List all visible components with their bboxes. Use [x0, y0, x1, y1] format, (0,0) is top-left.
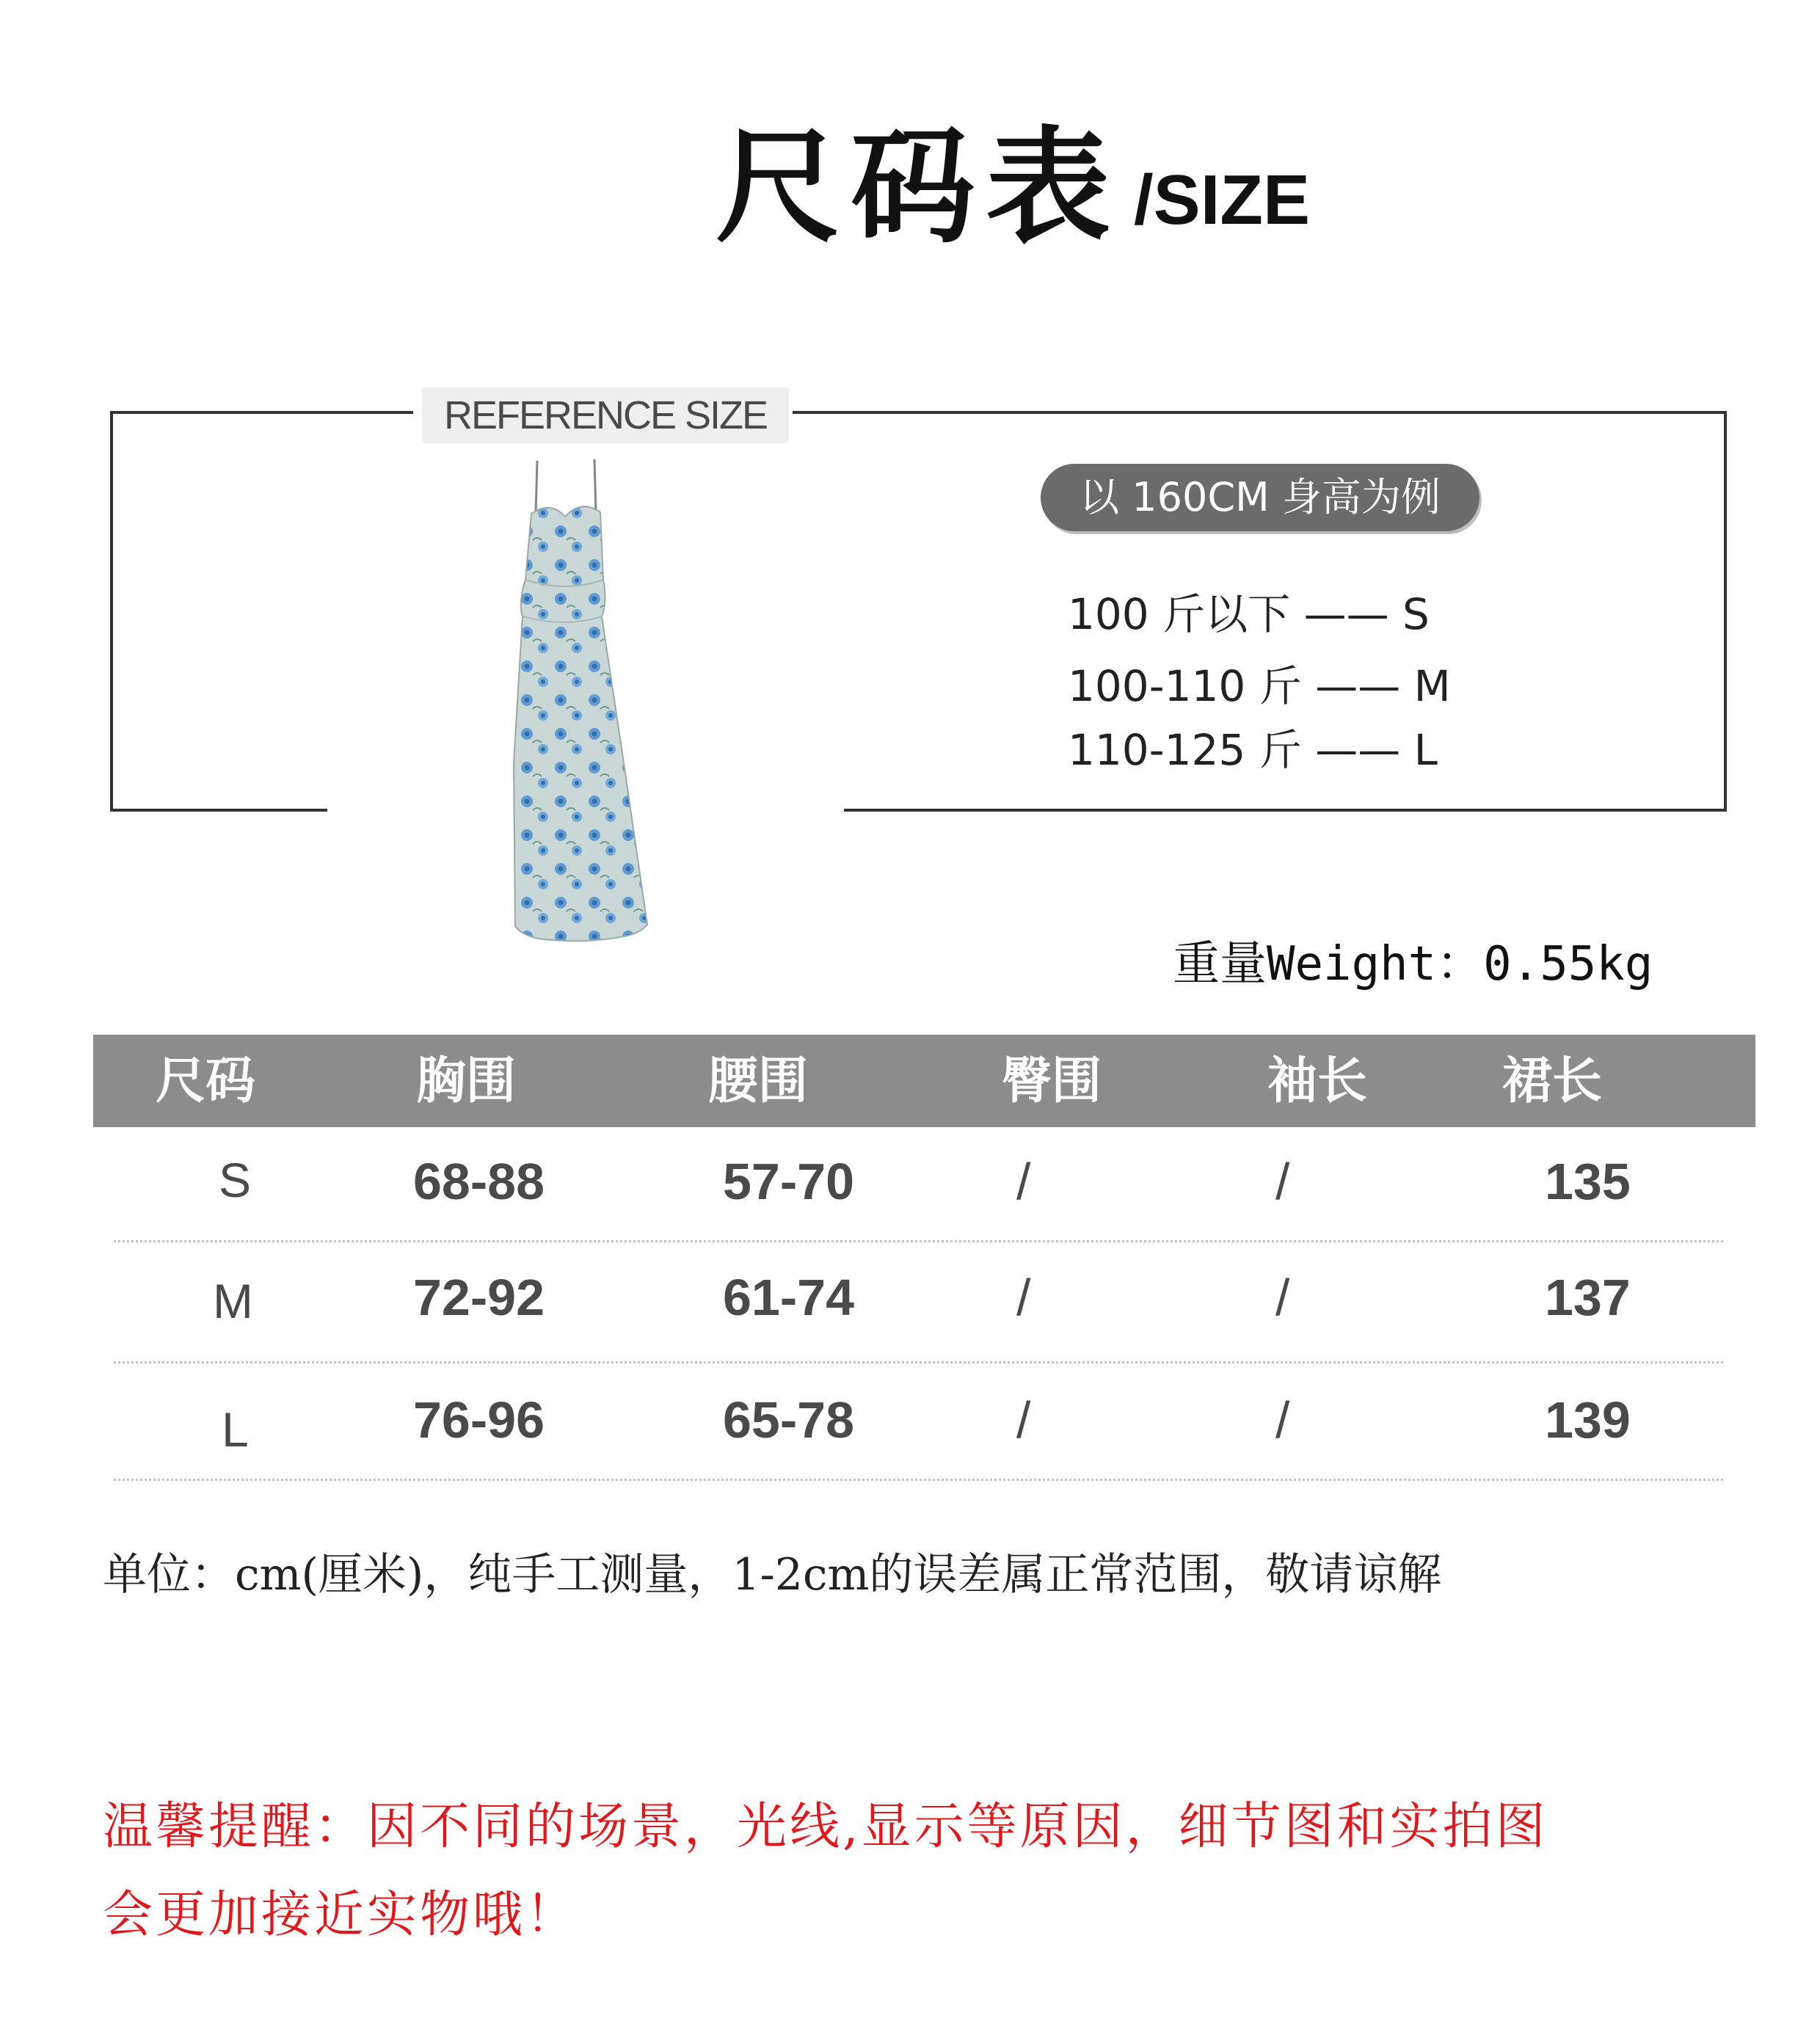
- waist-cell: 57-70: [723, 1153, 855, 1210]
- sleeve-cell: /: [1275, 1391, 1290, 1449]
- height-badge: 以 160CM 身高为例: [1041, 464, 1479, 531]
- frame-left: [110, 411, 113, 812]
- row-divider: [114, 1479, 1723, 1481]
- hip-cell: /: [1016, 1391, 1031, 1449]
- reference-size-label: REFERENCE SIZE: [422, 387, 789, 443]
- row-divider: [114, 1361, 1723, 1363]
- bust-cell: 72-92: [413, 1269, 545, 1326]
- frame-top-right: [793, 411, 1727, 414]
- header-skirt-length: 裙长: [1502, 1052, 1603, 1110]
- weight-text: 重量Weight：0.55kg: [1173, 937, 1653, 991]
- frame-right: [1724, 411, 1727, 812]
- page-title-en: /SIZE: [1134, 161, 1311, 239]
- reminder-line-1: 温馨提醒：因不同的场景，光线,显示等原因，细节图和实拍图: [103, 1798, 1548, 1856]
- size-cell: L: [222, 1402, 249, 1457]
- skirt-length-cell: 137: [1545, 1269, 1631, 1326]
- size-cell: S: [219, 1153, 252, 1207]
- bust-cell: 76-96: [413, 1391, 545, 1449]
- size-cell: M: [213, 1274, 253, 1328]
- waist-cell: 61-74: [723, 1269, 855, 1326]
- bust-cell: 68-88: [413, 1153, 545, 1210]
- hip-cell: /: [1016, 1153, 1031, 1210]
- reference-row-m: 100-110 斤 —— M: [1068, 661, 1451, 711]
- unit-note: 单位：cm(厘米)，纯手工测量，1-2cm的误差属正常范围，敬请谅解: [103, 1549, 1442, 1600]
- header-bust: 胸围: [416, 1052, 517, 1110]
- header-waist: 腰围: [708, 1052, 809, 1110]
- reference-row-l: 110-125 斤 —— L: [1068, 725, 1438, 775]
- page-title: 尺码表: [716, 114, 1121, 261]
- header-hip: 臀围: [1002, 1052, 1102, 1110]
- row-divider: [114, 1240, 1723, 1242]
- skirt-length-cell: 135: [1545, 1153, 1631, 1210]
- waist-cell: 65-78: [723, 1391, 855, 1449]
- sleeve-cell: /: [1275, 1269, 1290, 1326]
- table-header: [93, 1035, 1755, 1127]
- hip-cell: /: [1016, 1269, 1031, 1326]
- frame-bottom-right: [844, 809, 1727, 812]
- dress-image: [484, 455, 675, 969]
- reminder-line-2: 会更加接近实物哦！: [103, 1886, 579, 1944]
- frame-top-left: [110, 411, 413, 414]
- header-sleeve: 袖长: [1267, 1052, 1368, 1110]
- header-size: 尺码: [156, 1052, 256, 1110]
- skirt-length-cell: 139: [1545, 1391, 1631, 1449]
- reference-row-s: 100 斤以下 —— S: [1068, 589, 1430, 639]
- frame-bottom-left: [110, 809, 327, 812]
- sleeve-cell: /: [1275, 1153, 1290, 1210]
